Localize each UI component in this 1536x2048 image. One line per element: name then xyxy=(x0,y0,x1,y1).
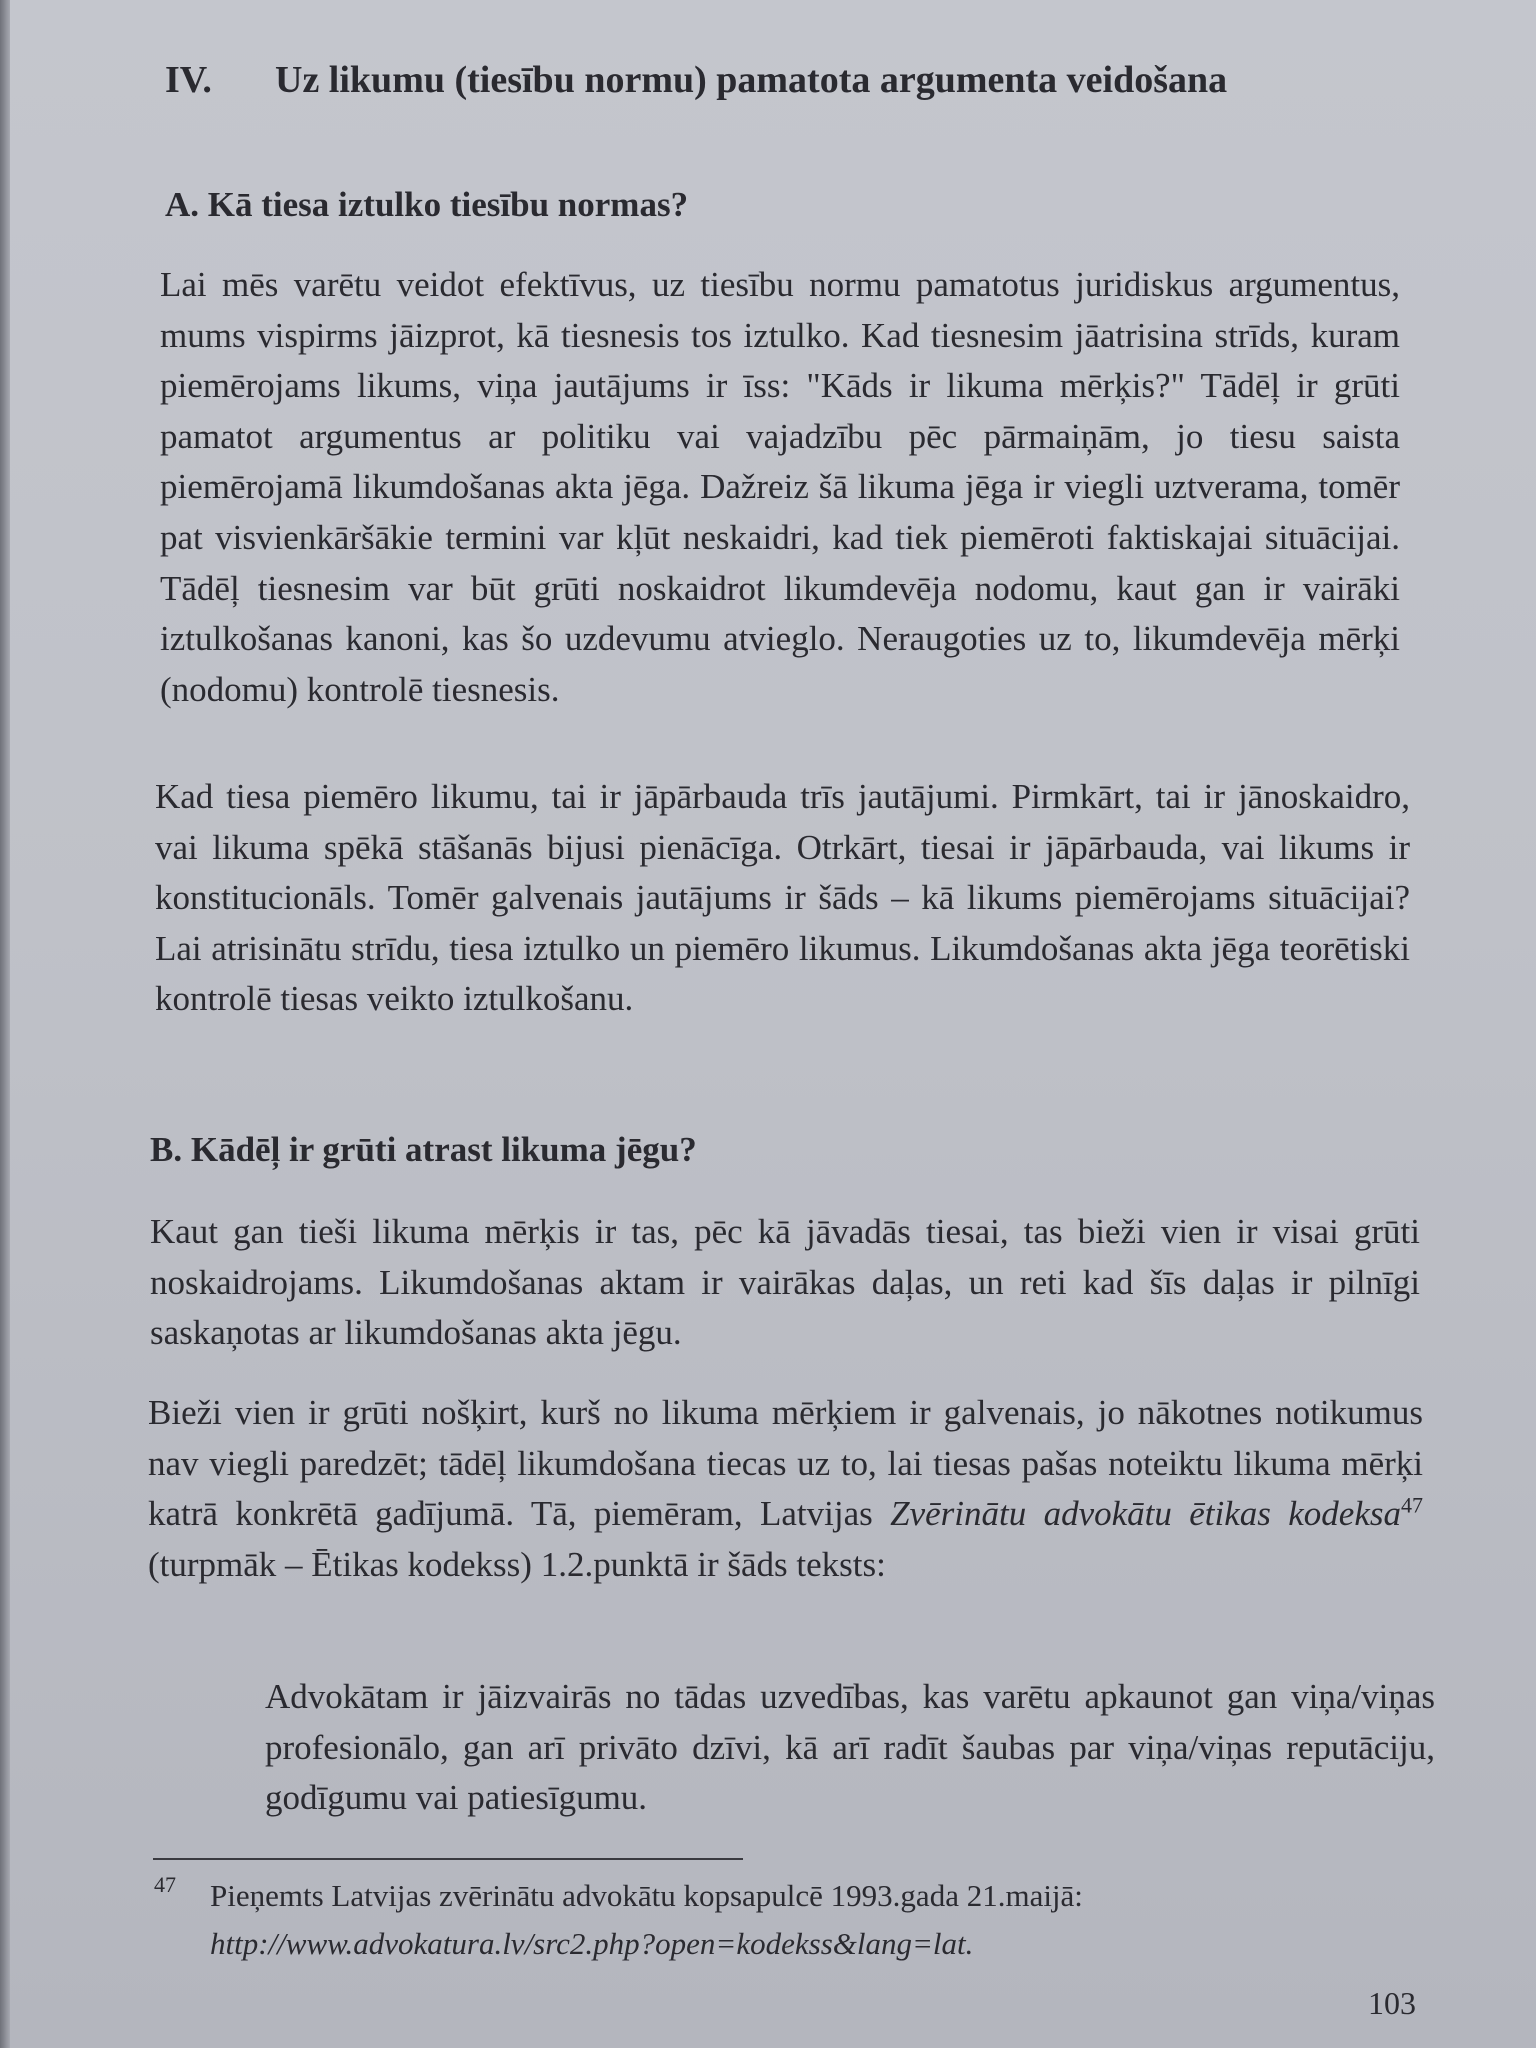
footnote-text: Pieņemts Latvijas zvērinātu advokātu kopsapulcē 1993.gada 21.maijā: xyxy=(210,1878,1083,1913)
section-a-heading: A. Kā tiesa iztulko tiesību normas? xyxy=(165,185,689,224)
paragraph-text-before: Bieži vien ir grūti nošķirt, kurš no likuma mērķiem ir galvenais, jo nākotnes notikumus nav viegli paredzēt; tādēļ likumdošana tiecas uz to, lai tiesas pašas noteiktu likuma mērķi katrā konkrētā gadījumā. Tā, piemēram, Latvijas xyxy=(148,1393,1423,1534)
book-spine-shadow xyxy=(0,0,10,2048)
code-title-italic: Zvērinātu advokātu ētikas kodeksa xyxy=(890,1494,1401,1534)
section-b-heading: B. Kādēļ ir grūti atrast likuma jēgu? xyxy=(150,1130,697,1169)
block-quote: Advokātam ir jāizvairās no tādas uzvedības, kas varētu apkaunot gan viņa/viņas profesionālo, gan arī privāto dzīvi, kā arī radīt šaubas par viņa/viņas reputāciju, godīgumu vai patiesīgumu. xyxy=(265,1677,1435,1818)
section-a-paragraph-2: Kad tiesa piemēro likumu, tai ir jāpārbauda trīs jautājumi. Pirmkārt, tai ir jānoskaidro, vai likuma spēkā stāšanās bijusi pienācīga. Otrkārt, tiesai ir jāpārbauda, vai likums ir konstitucionāls. Tomēr galvenais jautājums ir šāds – kā likums piemērojams situācijai? Lai atrisinātu strīdu, tiesa iztulko un piemēro likumus. Likumdošanas akta jēga teorētiski kontrolē tiesas veikto iztulkošanu. xyxy=(155,777,1410,1019)
section-b-paragraph-2 xyxy=(148,1388,1423,1590)
paragraph-text-after: (turpmāk – Ētikas kodekss) 1.2.punktā ir šāds teksts: xyxy=(148,1544,886,1584)
footnote-url: http://www.advokatura.lv/src2.php?open=kodekss&lang=lat. xyxy=(210,1926,974,1961)
page-number: 103 xyxy=(1368,1985,1416,2021)
section-b-paragraph-1: Kaut gan tieši likuma mērķis ir tas, pēc kā jāvadās tiesai, tas bieži vien ir visai grūti noskaidrojams. Likumdošanas aktam ir vairākas daļas, un reti kad šīs daļas ir pilnīgi saskaņotas ar likumdošanas akta jēgu. xyxy=(150,1212,1420,1353)
footnote-mark: 47 xyxy=(154,1872,176,1897)
footnote xyxy=(210,1872,1425,1968)
section-a-paragraph-1: Lai mēs varētu veidot efektīvus, uz tiesību normu pamatotus juridiskus argumentus, mums vispirms jāizprot, kā tiesnesis tos iztulko. Kad tiesnesim jāatrisina strīds, kuram piemērojams likums, viņa jautājums ir īss: "Kāds ir likuma mērķis?" Tādēļ ir grūti pamatot argumentus ar politiku vai vajadzību pēc pārmaiņām, jo tiesu saista piemērojamā likumdošanas akta jēga. Dažreiz šā likuma jēga ir viegli uztverama, tomēr pat visvienkāršākie termini var kļūt neskaidri, kad tiek piemēroti faktiskajai situācijai. Tādēļ tiesnesim var būt grūti noskaidrot likumdevēja nodomu, kaut gan ir vairāki iztulkošanas kanoni, kas šo uzdevumu atvieglo. Neraugoties uz to, likumdevēja mērķi (nodomu) kontrolē tiesnesis. xyxy=(160,265,1400,709)
chapter-number: IV. xyxy=(165,59,212,101)
footnote-reference: 47 xyxy=(1401,1492,1423,1518)
footnote-divider xyxy=(153,1858,743,1860)
chapter-title: Uz likumu (tiesību normu) pamatota argumenta veidošana xyxy=(275,59,1228,101)
